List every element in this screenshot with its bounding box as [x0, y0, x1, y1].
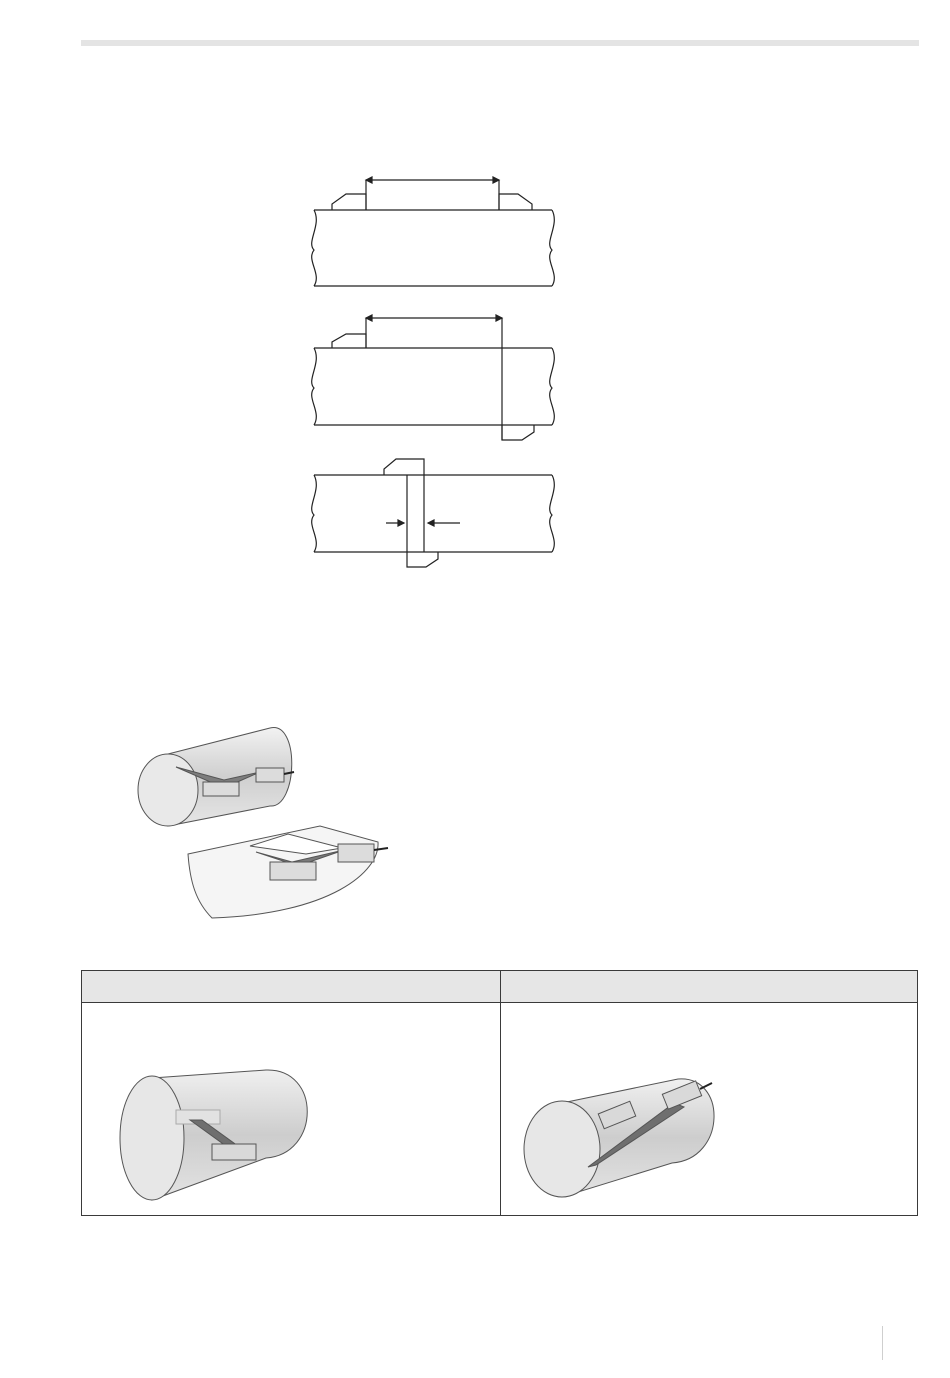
- spacing-dimension: [366, 318, 502, 440]
- page-margin-marker: [882, 1326, 883, 1360]
- sensor-left: [203, 782, 239, 796]
- arrangement-table: [81, 970, 918, 1216]
- pipe-break-right: [550, 475, 555, 552]
- sensor-top: [384, 459, 424, 552]
- table-header-right: [500, 971, 508, 1003]
- sensor-left: [270, 862, 316, 880]
- sensor-arrangement-negative-spacing: [300, 455, 570, 575]
- pipe-break-left: [312, 475, 317, 552]
- pipe-break-left: [312, 210, 317, 286]
- pipe-break-right: [550, 210, 555, 286]
- cell-double-traverse-illustration: [522, 1079, 742, 1209]
- pipe-outline: [314, 475, 552, 552]
- pipe-full: [138, 727, 294, 826]
- sensor-arrangement-reflection: [300, 170, 570, 295]
- reflection-mode-3d: [130, 722, 400, 922]
- sensor-arrangement-diagonal: [300, 308, 570, 448]
- sensor-right: [256, 768, 284, 782]
- sensor: [212, 1144, 256, 1160]
- cell-single-traverse-illustration: [116, 1066, 326, 1206]
- pipe-outline: [314, 210, 552, 286]
- table-header-left: [82, 971, 90, 1003]
- spacing-dimension: [366, 180, 499, 210]
- pipe-outline: [314, 348, 552, 425]
- sensor-right: [338, 844, 374, 862]
- sensor-right: [499, 194, 532, 210]
- table-column-divider: [500, 971, 501, 1215]
- sensor-top: [332, 334, 366, 348]
- pipe-half-section: [188, 826, 388, 918]
- sensor-left: [332, 194, 366, 210]
- pipe-break-left: [312, 348, 317, 425]
- header-rule: [81, 40, 919, 46]
- sensor-bottom: [502, 425, 534, 440]
- pipe-break-right: [550, 348, 555, 425]
